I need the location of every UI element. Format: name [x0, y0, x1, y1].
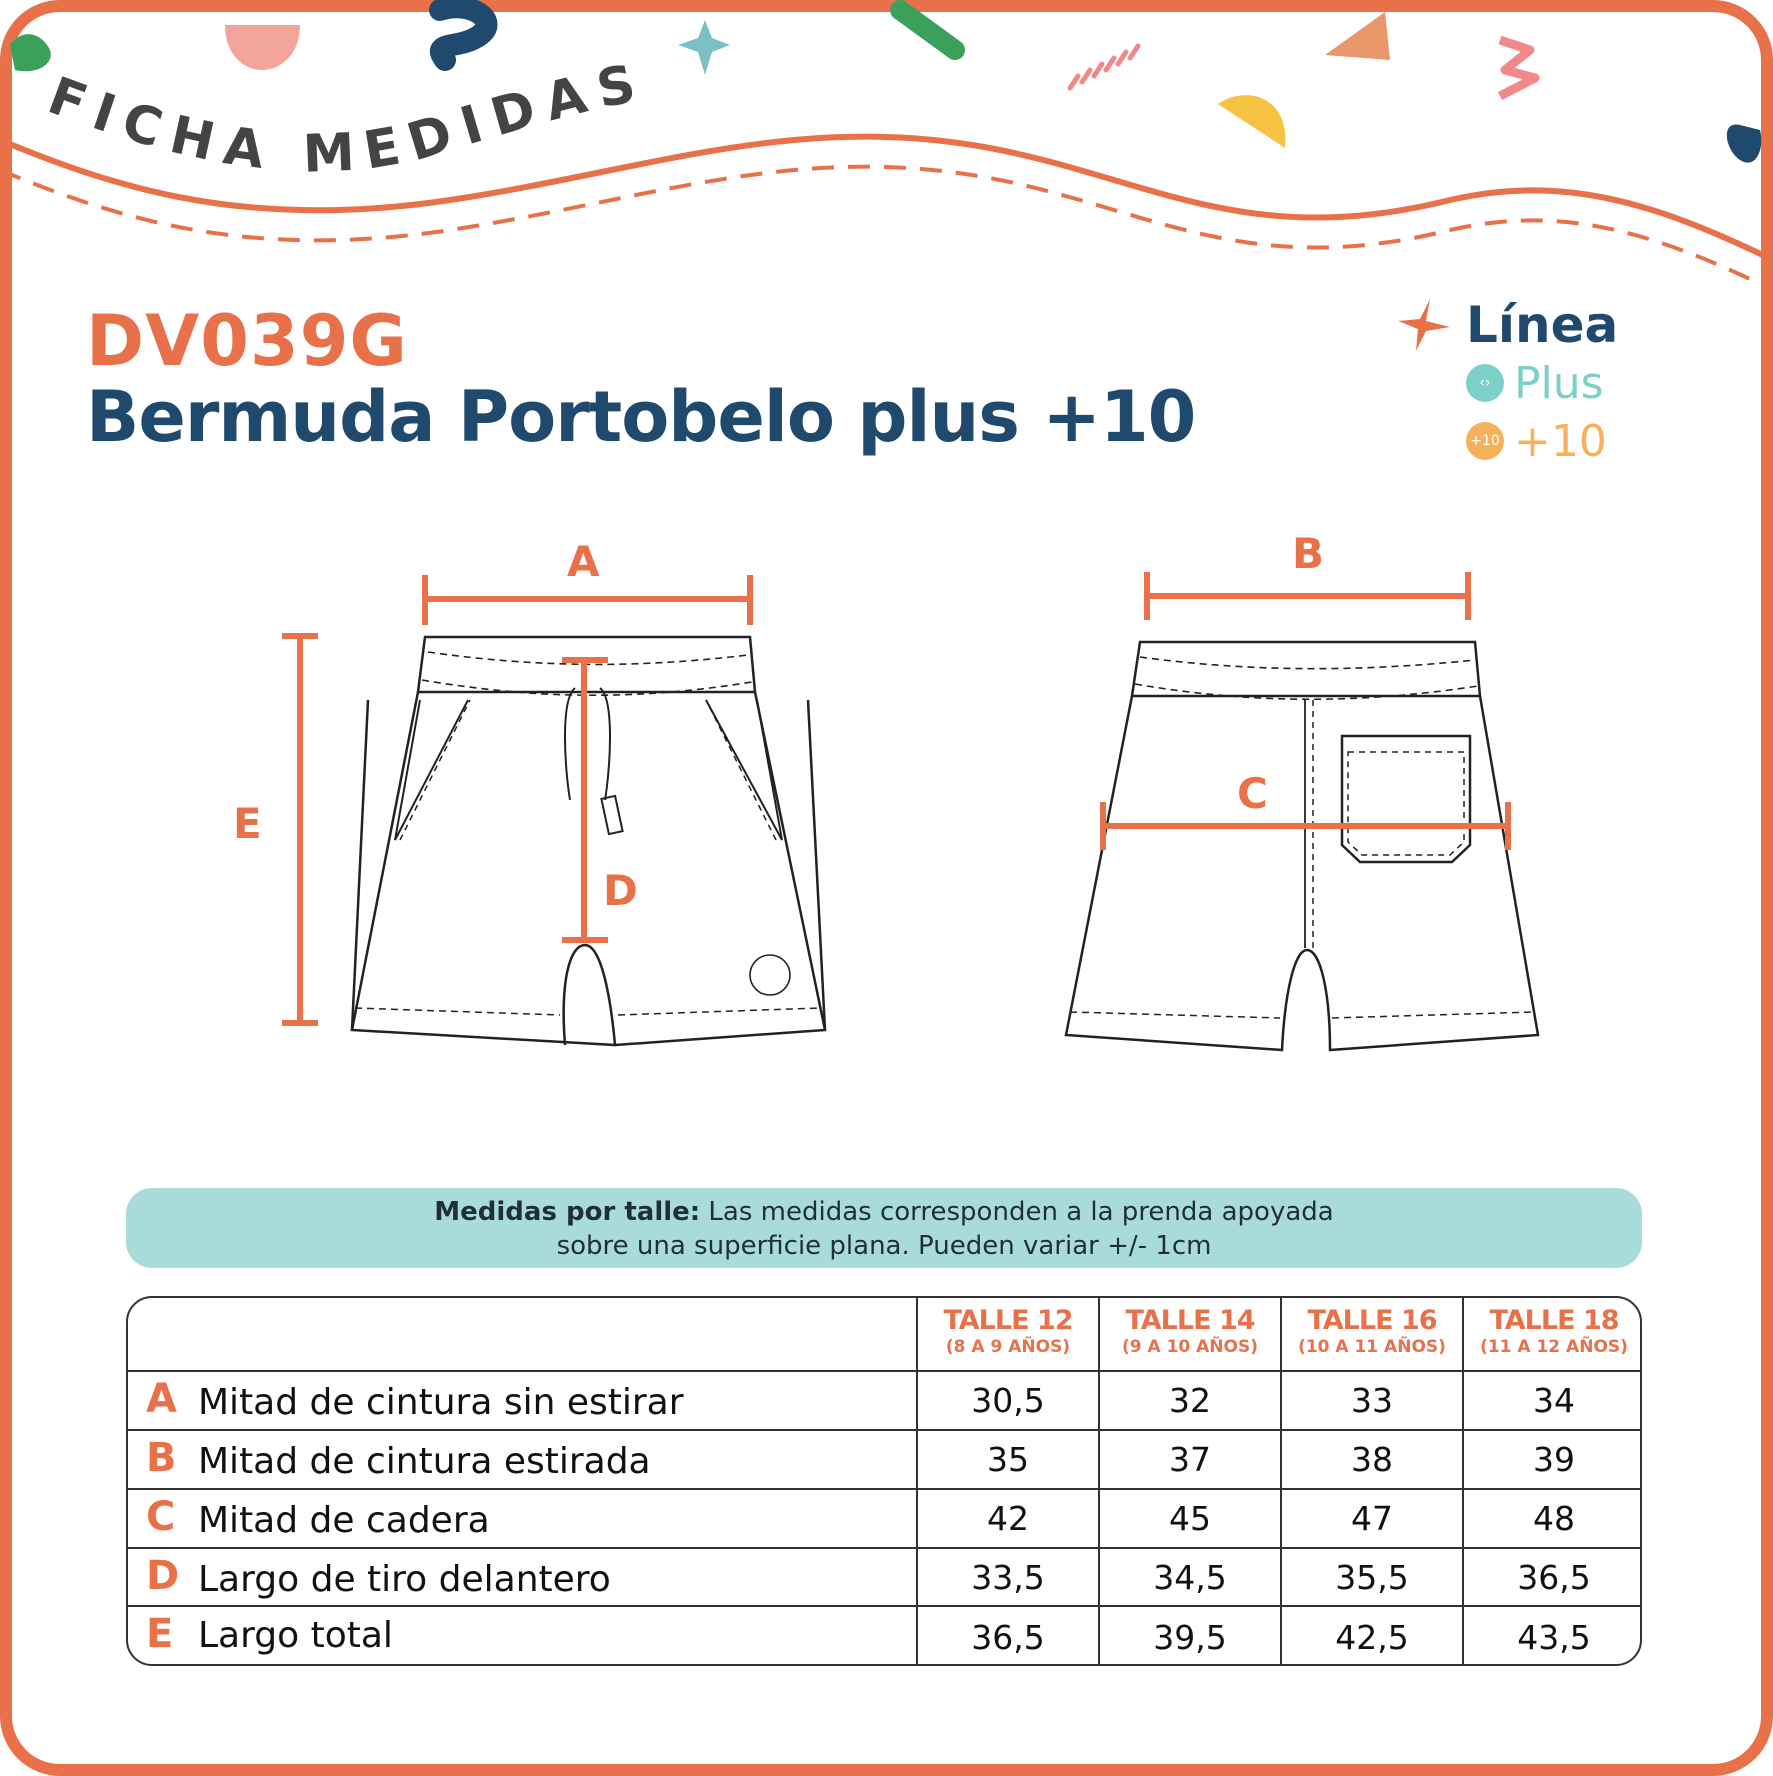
- column-title: TALLE 18: [1489, 1305, 1619, 1336]
- cell-value: 37: [1169, 1440, 1211, 1479]
- row-label: Mitad de cintura sin estirar: [198, 1382, 684, 1423]
- cell-value: 30,5: [971, 1381, 1045, 1420]
- table-cell: [1098, 1372, 1280, 1429]
- table-cell: [916, 1490, 1098, 1547]
- column-subtitle: (10 A 11 AÑOS): [1298, 1337, 1446, 1357]
- column-header: [1462, 1298, 1642, 1370]
- product-code: DV039G: [86, 300, 408, 382]
- measurement-labels: [233, 529, 1324, 915]
- column-header: [916, 1298, 1098, 1370]
- row-label: Mitad de cadera: [198, 1500, 490, 1541]
- ten-badge-icon: +10: [1466, 422, 1504, 460]
- note-bold: Medidas por talle:: [434, 1197, 701, 1227]
- column-title: TALLE 16: [1307, 1305, 1437, 1336]
- line-plus-label: Plus: [1514, 357, 1604, 409]
- column-header: [1098, 1298, 1280, 1370]
- table-row: [128, 1429, 1642, 1488]
- column-header: [1280, 1298, 1462, 1370]
- row-label: Largo de tiro delantero: [198, 1559, 611, 1600]
- label-c: C: [1237, 769, 1268, 818]
- cell-value: 33: [1351, 1381, 1393, 1420]
- product-name: Bermuda Portobelo plus +10: [86, 376, 1196, 458]
- table-header-row: [128, 1298, 1642, 1370]
- banner-title: FICHA MEDIDAS: [40, 52, 653, 185]
- line-ten-label: +10: [1514, 415, 1607, 467]
- cell-value: 45: [1169, 1499, 1211, 1538]
- table-cell: [1462, 1372, 1642, 1429]
- table-cell: [1280, 1607, 1462, 1666]
- cell-value: 39,5: [1153, 1618, 1227, 1657]
- cell-value: 35: [987, 1440, 1029, 1479]
- table-cell: [1462, 1490, 1642, 1547]
- table-cell: [1280, 1490, 1462, 1547]
- note-line-1: [126, 1195, 1642, 1229]
- table-cell: [1098, 1431, 1280, 1488]
- plus-badge-icon: ‹›: [1466, 364, 1504, 402]
- cell-value: 47: [1351, 1499, 1393, 1538]
- table-cell: [1098, 1490, 1280, 1547]
- label-b: B: [1292, 529, 1325, 578]
- row-letter: D: [146, 1553, 180, 1599]
- cell-value: 34,5: [1153, 1557, 1227, 1597]
- table-row: [128, 1547, 1642, 1605]
- back-shorts-drawing: [1066, 642, 1538, 1050]
- row-letter: C: [146, 1494, 176, 1540]
- note-text-2: sobre una superficie plana. Pueden variar +/- 1cm: [556, 1231, 1212, 1261]
- table-cell: [916, 1372, 1098, 1429]
- table-cell: [1462, 1549, 1642, 1605]
- measurement-lines: [282, 572, 1508, 1023]
- column-subtitle: (11 A 12 AÑOS): [1480, 1337, 1628, 1357]
- table-cell: [1462, 1431, 1642, 1488]
- cell-value: 48: [1533, 1499, 1575, 1538]
- size-table: [126, 1296, 1642, 1666]
- column-subtitle: (8 A 9 AÑOS): [945, 1337, 1071, 1357]
- label-a: A: [567, 537, 600, 586]
- label-e: E: [233, 799, 262, 848]
- line-title: Línea: [1466, 296, 1619, 354]
- row-label: Mitad de cintura estirada: [198, 1441, 651, 1482]
- cell-value: 36,5: [1517, 1557, 1591, 1597]
- cell-value: 42: [987, 1499, 1029, 1538]
- column-subtitle: (9 A 10 AÑOS): [1121, 1337, 1259, 1357]
- table-cell: [1280, 1549, 1462, 1605]
- row-label: Largo total: [198, 1615, 393, 1656]
- table-cell: [916, 1549, 1098, 1605]
- cell-value: 33,5: [971, 1557, 1045, 1597]
- table-cell: [1280, 1431, 1462, 1488]
- header-divider: [916, 1298, 918, 1370]
- label-d: D: [603, 866, 638, 915]
- column-title: TALLE 12: [943, 1305, 1073, 1336]
- table-cell: [1462, 1607, 1642, 1666]
- column-title: TALLE 14: [1125, 1305, 1255, 1336]
- cell-value: 35,5: [1335, 1557, 1409, 1597]
- table-row: [128, 1370, 1642, 1429]
- cell-value: 34: [1533, 1381, 1575, 1420]
- table-cell: [916, 1607, 1098, 1666]
- table-cell: [1098, 1549, 1280, 1605]
- front-shorts-drawing: [352, 637, 825, 1045]
- table-row: [128, 1488, 1642, 1547]
- row-letter: A: [146, 1376, 177, 1422]
- table-cell: [1280, 1372, 1462, 1429]
- table-cell: [916, 1431, 1098, 1488]
- cell-value: 39: [1533, 1440, 1575, 1479]
- cell-value: 43,5: [1517, 1618, 1591, 1657]
- table-cell: [1098, 1607, 1280, 1666]
- note-text-1: Las medidas corresponden a la prenda apoyada: [700, 1197, 1334, 1227]
- table-row: [128, 1605, 1642, 1666]
- cell-value: 36,5: [971, 1618, 1045, 1657]
- row-letter: B: [146, 1435, 177, 1481]
- cell-value: 42,5: [1335, 1618, 1409, 1657]
- measurement-note: [126, 1188, 1642, 1268]
- cell-value: 38: [1351, 1440, 1393, 1479]
- cell-value: 32: [1169, 1381, 1211, 1420]
- row-letter: E: [146, 1611, 174, 1657]
